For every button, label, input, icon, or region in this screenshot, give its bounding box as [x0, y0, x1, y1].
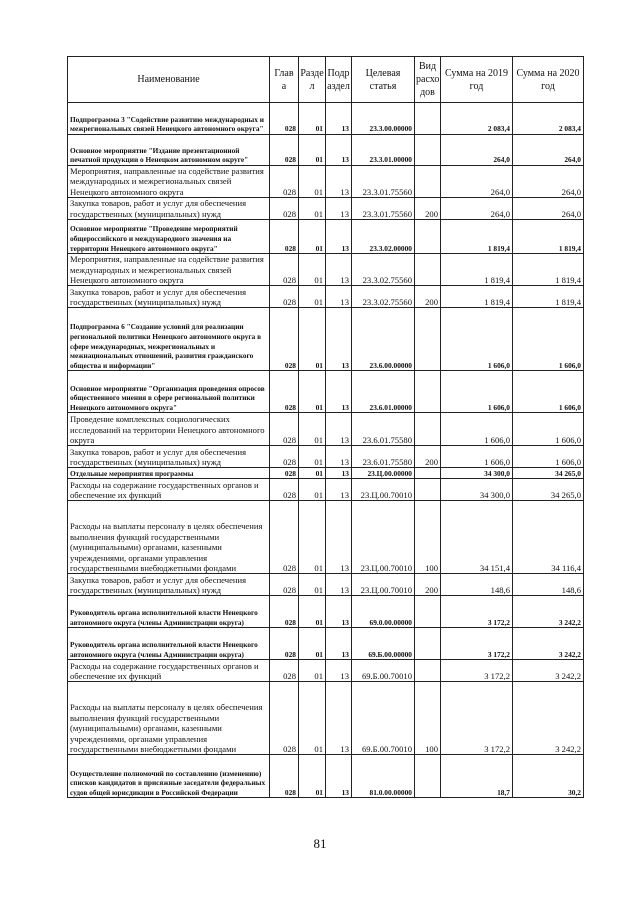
cell-sum2019: 3 172,2 [441, 682, 513, 755]
cell-vid [415, 413, 441, 446]
cell-podrazdel: 13 [326, 286, 352, 308]
cell-target: 69.0.00.00000 [352, 596, 415, 628]
cell-sum2020: 1 606,0 [513, 308, 584, 371]
cell-sum2019: 3 172,2 [441, 628, 513, 660]
cell-vid: 100 [415, 682, 441, 755]
cell-target: 23.3.02.75560 [352, 286, 415, 308]
cell-name: Мероприятия, направленные на содействие развития международных и межрегиональных связей Ненецкого автономного округа [68, 166, 270, 198]
cell-sum2019: 34 300,0 [441, 479, 513, 501]
cell-podrazdel: 13 [326, 166, 352, 198]
table-row [68, 220, 584, 254]
cell-vid [415, 468, 441, 479]
cell-sum2019: 34 151,4 [441, 501, 513, 574]
cell-podrazdel: 13 [326, 103, 352, 135]
cell-podrazdel: 13 [326, 660, 352, 682]
cell-target: 23.6.00.00000 [352, 308, 415, 371]
cell-target: 23.3.01.00000 [352, 135, 415, 166]
cell-sum2020: 3 242,2 [513, 682, 584, 755]
cell-razdel: 01 [299, 628, 326, 660]
table-row [68, 596, 584, 628]
cell-vid [415, 103, 441, 135]
cell-target: 23.Ц.00.00000 [352, 468, 415, 479]
cell-sum2019: 3 172,2 [441, 596, 513, 628]
cell-razdel: 01 [299, 755, 326, 798]
cell-sum2020: 264,0 [513, 198, 584, 220]
cell-name: Расходы на содержание государственных органов и обеспечение их функций [68, 660, 270, 682]
cell-razdel: 01 [299, 220, 326, 254]
table-body [68, 103, 584, 798]
cell-name: Руководитель органа исполнительной власти Ненецкого автономного округа (члены Администрации округа) [68, 596, 270, 628]
cell-target: 23.3.02.00000 [352, 220, 415, 254]
cell-glava: 028 [270, 413, 299, 446]
cell-razdel: 01 [299, 479, 326, 501]
cell-glava: 028 [270, 682, 299, 755]
cell-razdel: 01 [299, 468, 326, 479]
cell-target: 23.3.02.75560 [352, 254, 415, 286]
table-row [68, 166, 584, 198]
cell-podrazdel: 13 [326, 446, 352, 468]
cell-name: Закупка товаров, работ и услуг для обеспечения государственных (муниципальных) нужд [68, 574, 270, 596]
cell-sum2020: 34 116,4 [513, 501, 584, 574]
cell-podrazdel: 13 [326, 198, 352, 220]
cell-sum2020: 3 242,2 [513, 628, 584, 660]
cell-vid [415, 660, 441, 682]
header-glava: Глав а [270, 57, 299, 103]
cell-sum2020: 30,2 [513, 755, 584, 798]
cell-sum2019: 1 606,0 [441, 446, 513, 468]
cell-name: Закупка товаров, работ и услуг для обеспечения государственных (муниципальных) нужд [68, 286, 270, 308]
cell-name: Основное мероприятие "Организация проведения опросов общественного мнения в сфере региональной политики Ненецкого автономного округа" [68, 371, 270, 413]
cell-sum2020: 1 606,0 [513, 371, 584, 413]
cell-sum2020: 1 819,4 [513, 286, 584, 308]
cell-podrazdel: 13 [326, 501, 352, 574]
cell-target: 23.6.01.00000 [352, 371, 415, 413]
table-row [68, 574, 584, 596]
cell-razdel: 01 [299, 660, 326, 682]
cell-name: Расходы на выплаты персоналу в целях обеспечения выполнения функций государственными (муниципальными) органами, казенными учреждениями, органами управления государственными внебюджетными фондами [68, 501, 270, 574]
cell-target: 23.6.01.75580 [352, 446, 415, 468]
header-name: Наименование [68, 57, 270, 103]
cell-razdel: 01 [299, 446, 326, 468]
table-row [68, 198, 584, 220]
cell-sum2019: 264,0 [441, 198, 513, 220]
cell-name: Основное мероприятие "Проведение мероприятий общероссийского и международного значения на территории Ненецкого автономного округа" [68, 220, 270, 254]
cell-name: Подпрограмма 3 "Содействие развитию международных и межрегиональных связей Ненецкого автономного округа" [68, 103, 270, 135]
cell-podrazdel: 13 [326, 755, 352, 798]
table-row [68, 682, 584, 755]
table-row [68, 501, 584, 574]
table-row [68, 254, 584, 286]
cell-razdel: 01 [299, 413, 326, 446]
cell-sum2019: 1 819,4 [441, 220, 513, 254]
cell-sum2020: 3 242,2 [513, 660, 584, 682]
table-row [68, 286, 584, 308]
page-number: 81 [313, 836, 327, 851]
cell-podrazdel: 13 [326, 413, 352, 446]
cell-sum2019: 3 172,2 [441, 660, 513, 682]
cell-glava: 028 [270, 468, 299, 479]
header-razdel: Разде л [299, 57, 326, 103]
cell-razdel: 01 [299, 308, 326, 371]
cell-vid [415, 479, 441, 501]
cell-name: Осуществление полномочий по составлению (изменению) списков кандидатов в присяжные заседатели федеральных судов общей юрисдикции в Российской Федерации [68, 755, 270, 798]
cell-razdel: 01 [299, 371, 326, 413]
cell-podrazdel: 13 [326, 596, 352, 628]
cell-sum2019: 2 083,4 [441, 103, 513, 135]
header-vid: Вид расхо дов [415, 57, 441, 103]
cell-sum2020: 264,0 [513, 166, 584, 198]
cell-sum2020: 3 242,2 [513, 596, 584, 628]
cell-vid [415, 308, 441, 371]
table-row [68, 308, 584, 371]
table-row [68, 755, 584, 798]
cell-glava: 028 [270, 574, 299, 596]
cell-sum2020: 1 819,4 [513, 254, 584, 286]
cell-sum2020: 1 606,0 [513, 446, 584, 468]
cell-vid: 100 [415, 501, 441, 574]
cell-target: 81.0.00.00000 [352, 755, 415, 798]
cell-razdel: 01 [299, 501, 326, 574]
table-row [68, 660, 584, 682]
cell-sum2019: 1 819,4 [441, 254, 513, 286]
cell-vid: 200 [415, 574, 441, 596]
cell-sum2020: 148,6 [513, 574, 584, 596]
cell-razdel: 01 [299, 135, 326, 166]
cell-vid [415, 755, 441, 798]
cell-podrazdel: 13 [326, 135, 352, 166]
cell-glava: 028 [270, 135, 299, 166]
cell-razdel: 01 [299, 166, 326, 198]
cell-glava: 028 [270, 446, 299, 468]
cell-podrazdel: 13 [326, 479, 352, 501]
cell-vid: 200 [415, 198, 441, 220]
table-row [68, 371, 584, 413]
cell-podrazdel: 13 [326, 371, 352, 413]
cell-vid: 200 [415, 446, 441, 468]
table-row [68, 413, 584, 446]
header-podrazdel: Подр аздел [326, 57, 352, 103]
table-row [68, 135, 584, 166]
table-header-row [68, 57, 584, 103]
cell-sum2019: 1 606,0 [441, 413, 513, 446]
cell-sum2020: 34 265,0 [513, 468, 584, 479]
cell-glava: 028 [270, 660, 299, 682]
cell-vid [415, 628, 441, 660]
table-row [68, 628, 584, 660]
cell-podrazdel: 13 [326, 308, 352, 371]
cell-target: 23.3.01.75560 [352, 198, 415, 220]
cell-target: 23.6.01.75580 [352, 413, 415, 446]
cell-name: Закупка товаров, работ и услуг для обеспечения государственных (муниципальных) нужд [68, 446, 270, 468]
cell-sum2019: 1 606,0 [441, 308, 513, 371]
cell-name: Подпрограмма 6 "Создание условий для реализации региональной политики Ненецкого автономного округа в сфере международных, межрегиональных и межнациональных отношений, развития гражданского общества и информации" [68, 308, 270, 371]
cell-podrazdel: 13 [326, 468, 352, 479]
cell-glava: 028 [270, 479, 299, 501]
cell-sum2019: 264,0 [441, 135, 513, 166]
header-target: Целевая статья [352, 57, 415, 103]
cell-name: Основное мероприятие "Издание презентационной печатной продукции о Ненецком автономном округе" [68, 135, 270, 166]
cell-sum2019: 34 300,0 [441, 468, 513, 479]
cell-glava: 028 [270, 308, 299, 371]
cell-sum2020: 34 265,0 [513, 479, 584, 501]
cell-razdel: 01 [299, 254, 326, 286]
budget-table [67, 56, 584, 798]
cell-sum2019: 1 819,4 [441, 286, 513, 308]
cell-target: 23.3.00.00000 [352, 103, 415, 135]
cell-target: 23.Ц.00.70010 [352, 501, 415, 574]
table-row [68, 479, 584, 501]
table-row [68, 103, 584, 135]
cell-target: 69.Б.00.70010 [352, 660, 415, 682]
cell-target: 69.Б.00.70010 [352, 682, 415, 755]
cell-glava: 028 [270, 220, 299, 254]
cell-glava: 028 [270, 755, 299, 798]
cell-vid [415, 254, 441, 286]
cell-vid: 200 [415, 286, 441, 308]
cell-sum2020: 264,0 [513, 135, 584, 166]
cell-vid [415, 166, 441, 198]
cell-target: 23.Ц.00.70010 [352, 479, 415, 501]
cell-podrazdel: 13 [326, 682, 352, 755]
cell-glava: 028 [270, 628, 299, 660]
cell-vid [415, 220, 441, 254]
cell-sum2020: 2 083,4 [513, 103, 584, 135]
cell-glava: 028 [270, 286, 299, 308]
cell-sum2019: 18,7 [441, 755, 513, 798]
budget-document [67, 56, 583, 798]
cell-sum2019: 264,0 [441, 166, 513, 198]
cell-target: 23.Ц.00.70010 [352, 574, 415, 596]
cell-glava: 028 [270, 103, 299, 135]
cell-vid [415, 596, 441, 628]
table-row [68, 468, 584, 479]
cell-podrazdel: 13 [326, 254, 352, 286]
cell-glava: 028 [270, 596, 299, 628]
cell-glava: 028 [270, 254, 299, 286]
cell-razdel: 01 [299, 198, 326, 220]
cell-podrazdel: 13 [326, 628, 352, 660]
header-sum-2019: Сумма на 2019 год [441, 57, 513, 103]
cell-sum2020: 1 606,0 [513, 413, 584, 446]
cell-name: Мероприятия, направленные на содействие развития международных и межрегиональных связей Ненецкого автономного округа [68, 254, 270, 286]
cell-name: Руководитель органа исполнительной власти Ненецкого автономного округа (члены Администрации округа) [68, 628, 270, 660]
cell-name: Проведение комплексных социологических исследований на территории Ненецкого автономного округа [68, 413, 270, 446]
cell-podrazdel: 13 [326, 574, 352, 596]
header-sum-2020: Сумма на 2020 год [513, 57, 584, 103]
cell-sum2019: 148,6 [441, 574, 513, 596]
cell-razdel: 01 [299, 682, 326, 755]
cell-name: Расходы на выплаты персоналу в целях обеспечения выполнения функций государственными (муниципальными) органами, казенными учреждениями, органами управления государственными внебюджетными фондами [68, 682, 270, 755]
cell-sum2019: 1 606,0 [441, 371, 513, 413]
cell-target: 69.Б.00.00000 [352, 628, 415, 660]
cell-podrazdel: 13 [326, 220, 352, 254]
cell-name: Закупка товаров, работ и услуг для обеспечения государственных (муниципальных) нужд [68, 198, 270, 220]
cell-glava: 028 [270, 371, 299, 413]
cell-glava: 028 [270, 198, 299, 220]
cell-vid [415, 371, 441, 413]
cell-razdel: 01 [299, 574, 326, 596]
cell-razdel: 01 [299, 596, 326, 628]
cell-name: Расходы на содержание государственных органов и обеспечение их функций [68, 479, 270, 501]
cell-target: 23.3.01.75560 [352, 166, 415, 198]
cell-glava: 028 [270, 501, 299, 574]
cell-glava: 028 [270, 166, 299, 198]
table-row [68, 446, 584, 468]
cell-vid [415, 135, 441, 166]
cell-razdel: 01 [299, 286, 326, 308]
cell-razdel: 01 [299, 103, 326, 135]
cell-name: Отдельные мероприятия программы [68, 468, 270, 479]
cell-sum2020: 1 819,4 [513, 220, 584, 254]
